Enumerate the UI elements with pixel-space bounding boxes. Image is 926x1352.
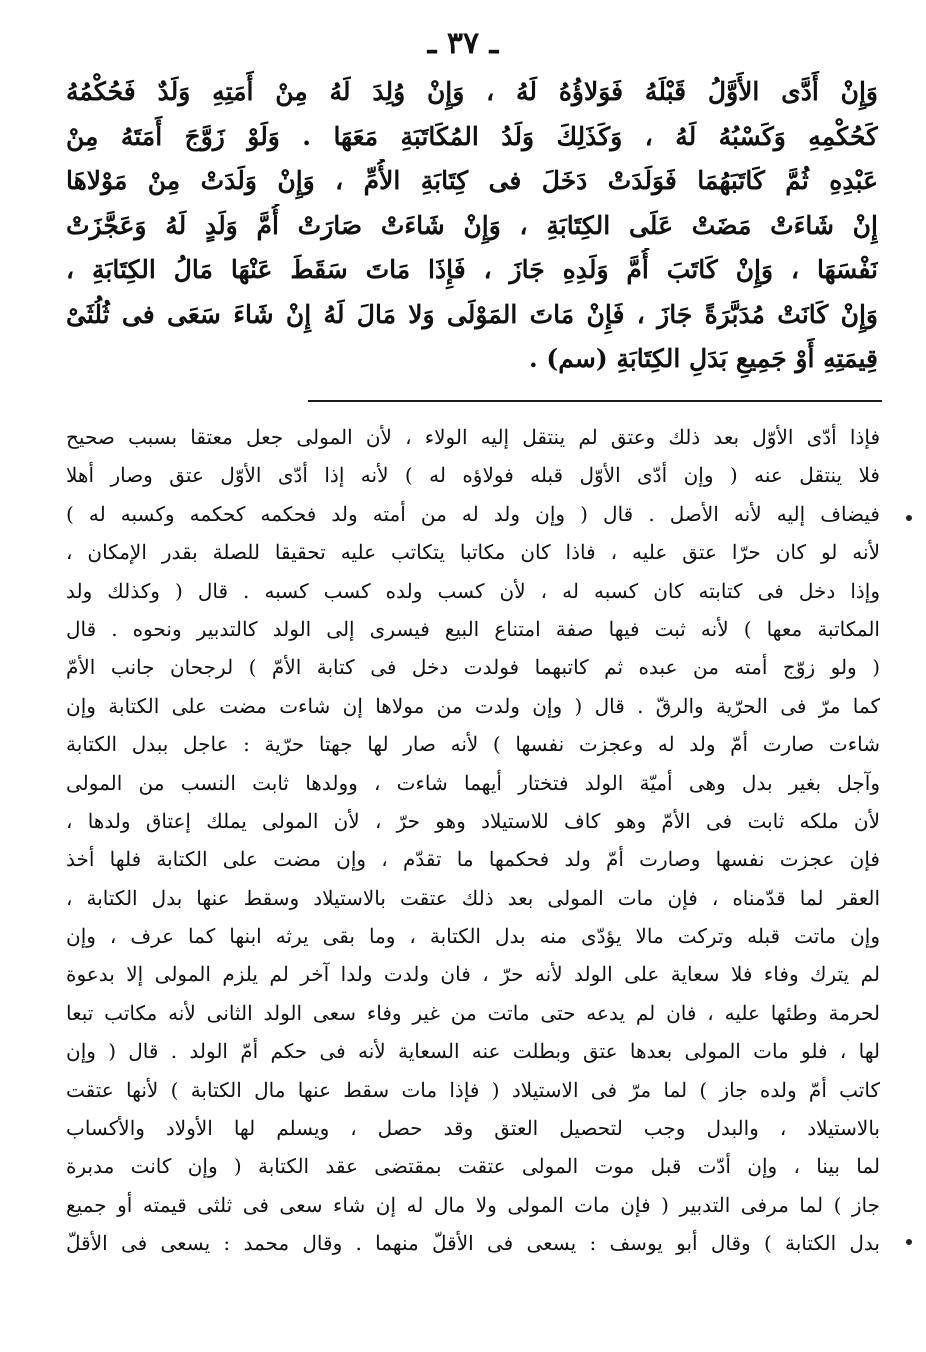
commentary-line: العقر لما قدّمناه ، فإن مات المولى بعد ذلك عتقت بالاستيلاد وسقط عنها بدل الكتابة ، [66, 885, 880, 910]
matn-line: نَفْسَهَا ، وَإِنْ كَاتَبَ أُمَّ وَلَدِهِ جَازَ ، فَإِذَا مَاتَ سَقَطَ عَنْهَا مَالُ الكِتَابَةِ ، [66, 255, 878, 284]
commentary-line: وإن ماتت قبله وتركت مالا يؤدّى منه بدل الكتابة ، وما بقى يرثه ابنها كما عرف ، وإن [66, 924, 880, 949]
commentary-line: فإن عجزت نفسها وصارت أمّ ولد فحكمها ما تقدّم ، وإن مضت على الكتابة فلها أخذ [66, 847, 880, 872]
page-number: ـ ٣٧ ـ [427, 26, 499, 61]
matn-line: وَإِنْ كَانَتْ مُدَبَّرَةً جَازَ ، فَإِنْ مَاتَ المَوْلَى وَلا مَالَ لَهُ إِنْ شَاءَ سَعَى فى ثُلُثَىْ [66, 299, 878, 329]
commentary-line: فلا ينتقل عنه ( وإن أدّى الأوّل قبله فولاؤه له ) لأنه إذا أدّى الأوّل عتق وصار أهلا [66, 463, 880, 488]
commentary-line: لحرمة وطئها عليه ، فان لم يدعه حتى ماتت من غير وفاء سعى الولد الثانى لأنه مكاتب تبعا [66, 1000, 880, 1025]
commentary-line: المكاتبة معها ) لأنه ثبت فيها صفة امتناع البيع فيسرى إلى الولد كالتدبير ونحوه . قال [66, 616, 880, 641]
commentary-line: لأن ملكه ثابت فى الأمّ وهو كاف للاستيلاد وهو حرّ ، لأن المولى يملك إعتاق ولدها ، [66, 808, 880, 833]
margin-mark [906, 1239, 912, 1245]
commentary-line: بالاستيلاد ، والبدل وجب لتحصيل العتق وقد حصل ، ويسلم لها الأولاد والأكساب [66, 1116, 880, 1141]
commentary-line: شاءت صارت أمّ ولد له وعجزت نفسها ) لأنه صار لها جهتا حرّية : عاجل ببدل الكتابة [66, 732, 880, 757]
matn-line: وَإِنْ أَدَّى الأَوَّلُ قَبْلَهُ فَوَلاؤُهُ لَهُ ، وَإِنْ وُلِدَ لَهُ مِنْ أَمَتِهِ وَلَدٌ فَحُكْمُهُ [66, 77, 878, 106]
commentary-line: بدل الكتابة ) وقال أبو يوسف : يسعى فى الأقلّ منهما . وقال محمد : يسعى فى الأقلّ [66, 1231, 880, 1256]
matn-line: كَحُكْمِهِ وَكَسْبُهُ لَهُ ، وَكَذَلِكَ وَلَدُ المُكَاتَبَةِ مَعَهَا . وَلَوْ زَوَّجَ أَمَتَهُ مِنْ [66, 121, 878, 151]
commentary-line: لأنه لو كان حرّا عتق عليه ، فاذا كان مكاتبا يتكاتب عليه تحقيقا للصلة بقدر الإمكان ، [66, 540, 880, 565]
commentary-line: كاتب أمّ ولده جاز ) لما مرّ فى الاستيلاد ( فإذا مات سقط عنها مال الكتابة ) لأنها عتقت [66, 1077, 880, 1102]
commentary-line: لما بينا ، وإن أدّت قبل موت المولى عتقت بمقتضى عقد الكتابة ( وإن كانت مدبرة [66, 1154, 880, 1179]
commentary-line: جاز ) لما مرفى التدبير ( فإن مات المولى ولا مال له إن شاء سعى فى ثلثى قيمته أو جميع [66, 1192, 880, 1217]
commentary-line: كما مرّ فى الحرّية والرقّ . قال ( وإن ولدت من مولاها إن شاءت مضت على الكتابة وإن [66, 693, 880, 718]
commentary-line: فإذا أدّى الأوّل بعد ذلك وعتق لم ينتقل إليه الولاء ، لأن المولى جعل معتقا بسبب صحيح [66, 425, 880, 449]
commentary-text-block [66, 418, 880, 1263]
matn-line: إِنْ شَاءَتْ مَضَتْ عَلَى الكِتَابَةِ ، وَإِنْ شَاءَتْ صَارَتْ أُمَّ وَلَدٍ لَهُ وَعَجَّزَتْ [66, 210, 878, 240]
commentary-line: ( ولو زوّج أمته من عبده ثم كاتبهما فولدت دخل فى كتابة الأمّ ) لرجحان جانب الأمّ [66, 655, 880, 680]
matn-line: عَبْدِهِ ثُمَّ كَاتَبَهُمَا فَوَلَدَتْ دَخَلَ فى كِتَابَةِ الأُمِّ ، وَإِنْ وَلَدَتْ مِنْ مَوْلاهَا [66, 166, 878, 195]
commentary-line: فيضاف إليه لأنه الأصل . قال ( وإن ولد له من أمته ولد فحكمه كحكمه وكسبه له ) [66, 501, 880, 526]
commentary-line: وآجل بغير بدل وهى أميّة الولد فتختار أيهما شاءت ، وولدها ثابت النسب من المولى [66, 770, 880, 795]
matn-text-block [66, 70, 878, 382]
section-divider [308, 400, 882, 402]
commentary-line: وإذا دخل فى كتابته كان كسبه له ، لأن كسب ولده كسب كسبه . قال ( وكذلك ولد [66, 578, 880, 603]
margin-mark [906, 515, 912, 521]
commentary-line: لها ، فلو مات المولى بعدها عتق وبطلت عنه السعاية لأنه فى حكم أمّ الولد . قال ( وإن [66, 1039, 880, 1064]
commentary-line: لم يترك وفاء فلا سعاية على الولد لأنه حرّ ، فان ولدت ولدا آخر لم يلزم المولى إلا بدعوة [66, 962, 880, 987]
matn-line: قِيمَتِهِ أَوْ جَمِيعِ بَدَلِ الكِتَابَةِ (سم) . [529, 344, 878, 373]
